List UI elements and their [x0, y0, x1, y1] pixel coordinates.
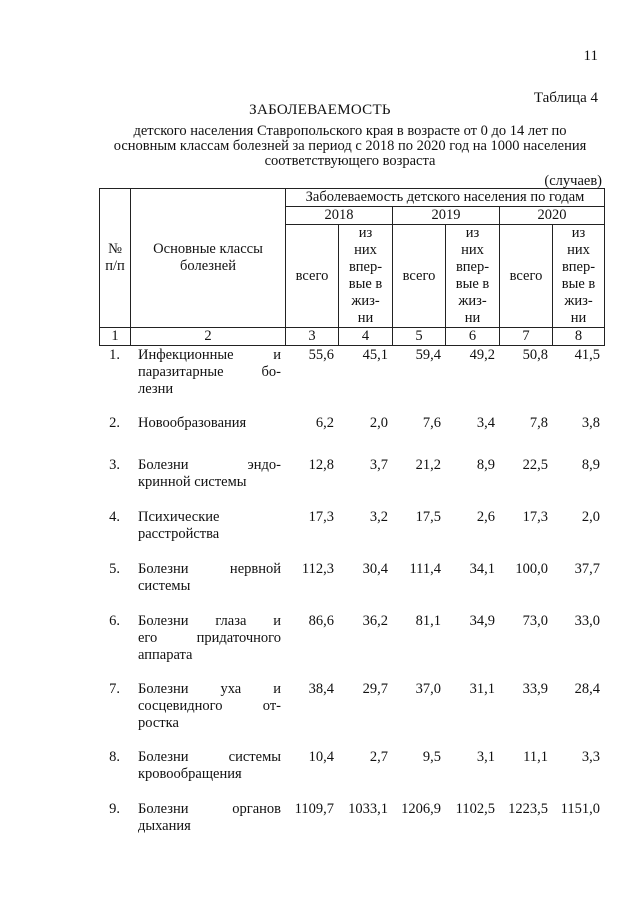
disease-class-name: [130, 453, 285, 505]
disease-class-line: Инфекционные и: [138, 347, 281, 363]
rate-value: 9,5: [422, 749, 441, 765]
rate-value: 3,1: [476, 749, 495, 765]
table-row: [99, 609, 604, 677]
rate-value: 49,2: [469, 347, 495, 363]
row-number: 9.: [109, 801, 120, 817]
rate-value: 38,4: [308, 681, 334, 697]
rate-value: 1033,1: [348, 801, 388, 817]
header-first-time: из них впер- вые в жиз- ни: [446, 225, 500, 328]
disease-class-line: сосцевидного от-: [138, 698, 281, 714]
rate-value: 1223,5: [508, 801, 548, 817]
rate-value: 8,9: [581, 457, 600, 473]
document-subtitle: [60, 124, 640, 169]
rate-value: 28,4: [574, 681, 600, 697]
rate-value: 22,5: [522, 457, 548, 473]
rate-value: 1109,7: [294, 801, 334, 817]
column-number: 8: [553, 328, 605, 346]
row-number: 3.: [109, 457, 120, 473]
rate-value: 2,6: [476, 509, 495, 525]
rate-value: 55,6: [308, 347, 334, 363]
disease-class-name: [130, 411, 285, 453]
header-group-title: Заболеваемость детского населения по годам: [286, 189, 605, 207]
rate-value: 2,0: [369, 415, 388, 431]
disease-class-line: расстройства: [138, 526, 220, 542]
rate-value: 33,9: [522, 681, 548, 697]
disease-class-line: паразитарные бо-: [138, 364, 281, 380]
header-first-time: из них впер- вые в жиз- ни: [553, 225, 605, 328]
rate-value: 12,8: [308, 457, 334, 473]
disease-class-line: аппарата: [138, 647, 193, 663]
rate-value: 2,0: [581, 509, 600, 525]
rate-value: 37,0: [415, 681, 441, 697]
rate-value: 3,2: [369, 509, 388, 525]
subtitle-line: детского населения Ставропольского края в возрасте от 0 до 14 лет по: [133, 123, 567, 139]
rate-value: 37,7: [574, 561, 600, 577]
header-year: 2019: [393, 207, 500, 225]
column-number: 4: [339, 328, 393, 346]
subtitle-line: основным классам болезней за период с 2018 по 2020 год на 1000 населения: [113, 138, 587, 154]
rate-value: 111,4: [409, 561, 441, 577]
rate-value: 100,0: [515, 561, 548, 577]
rate-value: 1206,9: [401, 801, 441, 817]
disease-class-line: кринной системы: [138, 474, 247, 490]
row-number: 2.: [109, 415, 120, 431]
rate-value: 10,4: [308, 749, 334, 765]
disease-class-line: Болезни системы: [138, 749, 281, 765]
rate-value: 17,3: [522, 509, 548, 525]
rate-value: 34,9: [469, 613, 495, 629]
disease-class-line: Болезни нервной: [138, 561, 281, 577]
rate-value: 17,5: [415, 509, 441, 525]
rate-value: 36,2: [362, 613, 388, 629]
disease-class-name: [130, 677, 285, 745]
header-total: всего: [393, 225, 446, 328]
disease-class-line: дыхания: [138, 818, 191, 834]
disease-class-line: системы: [138, 578, 191, 594]
rate-value: 3,4: [476, 415, 495, 431]
row-number: 1.: [109, 347, 120, 363]
rate-value: 73,0: [522, 613, 548, 629]
row-number: 7.: [109, 681, 120, 697]
column-number: 7: [500, 328, 553, 346]
rate-value: 30,4: [362, 561, 388, 577]
rate-value: 31,1: [469, 681, 495, 697]
rate-value: 7,6: [422, 415, 441, 431]
table-row: [99, 411, 604, 453]
disease-class-name: [130, 343, 285, 411]
disease-class-line: Новообразования: [138, 415, 247, 431]
disease-class-line: его придаточного: [138, 630, 281, 646]
document-title: ЗАБОЛЕВАЕМОСТЬ: [249, 102, 391, 118]
disease-class-line: лезни: [138, 381, 174, 397]
header-first-time: из них впер- вые в жиз- ни: [339, 225, 393, 328]
rate-value: 3,3: [581, 749, 600, 765]
rate-value: 2,7: [369, 749, 388, 765]
row-number: 5.: [109, 561, 120, 577]
rate-value: 3,7: [369, 457, 388, 473]
disease-class-line: кровообращения: [138, 766, 242, 782]
header-total: всего: [286, 225, 339, 328]
header-number: № п/п: [100, 189, 131, 328]
rate-value: 112,3: [301, 561, 334, 577]
disease-class-line: ростка: [138, 715, 179, 731]
subtitle-line: соответствующего возраста: [264, 153, 436, 169]
table-row: [99, 453, 604, 505]
disease-class-name: [130, 797, 285, 847]
column-number: 3: [286, 328, 339, 346]
disease-class-line: Болезни уха и: [138, 681, 281, 697]
rate-value: 21,2: [415, 457, 441, 473]
header-year: 2018: [286, 207, 393, 225]
table-header: [99, 188, 605, 346]
table-row: [99, 557, 604, 609]
column-number: 2: [131, 328, 286, 346]
rate-value: 29,7: [362, 681, 388, 697]
header-total: всего: [500, 225, 553, 328]
rate-value: 1151,0: [560, 801, 600, 817]
row-number: 8.: [109, 749, 120, 765]
rate-value: 86,6: [308, 613, 334, 629]
table-row: [99, 505, 604, 557]
units-label: (случаев): [544, 173, 602, 189]
column-number: 5: [393, 328, 446, 346]
disease-class-name: [130, 505, 285, 557]
disease-class-line: Болезни эндо-: [138, 457, 281, 473]
rate-value: 45,1: [362, 347, 388, 363]
column-number: 1: [100, 328, 131, 346]
rate-value: 34,1: [469, 561, 495, 577]
disease-class-name: [130, 557, 285, 609]
header-disease-class: Основные классы болезней: [131, 189, 286, 328]
page-number: 11: [583, 48, 598, 64]
data-table: [99, 343, 604, 847]
rate-value: 59,4: [415, 347, 441, 363]
table-row: [99, 797, 604, 847]
row-number: 6.: [109, 613, 120, 629]
rate-value: 81,1: [415, 613, 441, 629]
disease-class-line: Болезни органов: [138, 801, 281, 817]
rate-value: 3,8: [581, 415, 600, 431]
rate-value: 6,2: [315, 415, 334, 431]
table-label: Таблица 4: [533, 90, 598, 106]
disease-class-name: [130, 609, 285, 677]
column-number: 6: [446, 328, 500, 346]
rate-value: 50,8: [522, 347, 548, 363]
rate-value: 8,9: [476, 457, 495, 473]
rate-value: 1102,5: [455, 801, 495, 817]
disease-class-name: [130, 745, 285, 797]
disease-class-line: Психические: [138, 509, 220, 525]
rate-value: 11,1: [523, 749, 548, 765]
header-year: 2020: [500, 207, 605, 225]
row-number: 4.: [109, 509, 120, 525]
table-row: [99, 745, 604, 797]
table-row: [99, 343, 604, 411]
rate-value: 7,8: [529, 415, 548, 431]
rate-value: 17,3: [308, 509, 334, 525]
rate-value: 41,5: [574, 347, 600, 363]
table-row: [99, 677, 604, 745]
disease-class-line: Болезни глаза и: [138, 613, 281, 629]
rate-value: 33,0: [574, 613, 600, 629]
